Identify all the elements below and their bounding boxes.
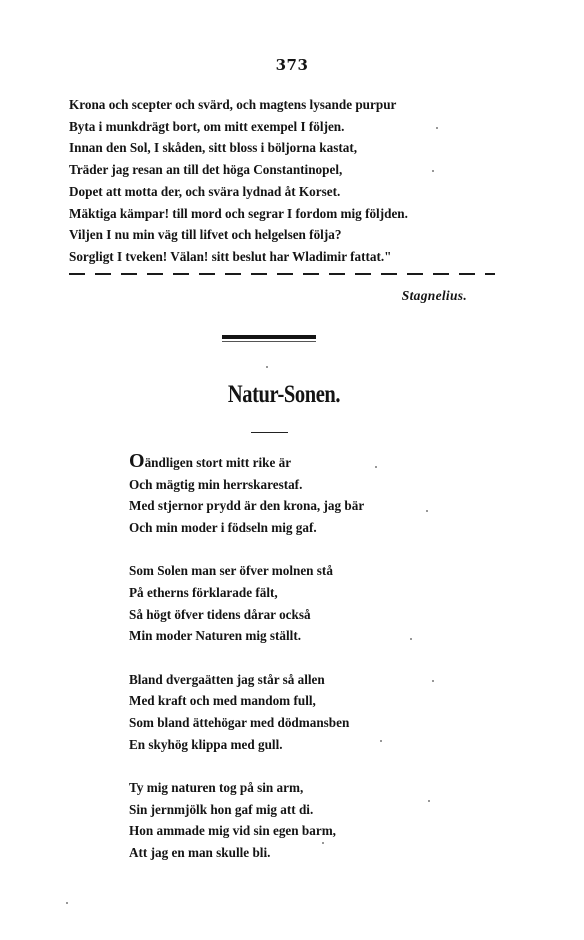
verse-line: Min moder Naturen mig ställt. <box>129 628 302 644</box>
stanza <box>129 560 449 646</box>
verse-line: Träder jag resan an till det höga Constantinopel, <box>69 162 343 178</box>
previous-poem-ending <box>69 94 499 268</box>
print-speck <box>426 510 428 512</box>
verse-line: Innan den Sol, I skåden, sitt bloss i böljorna kastat, <box>69 140 358 156</box>
verse-line: Så högt öfver tidens dårar också <box>129 606 311 622</box>
verse-line: Med stjernor prydd är den krona, jag bär <box>129 498 365 514</box>
stanza <box>129 669 449 755</box>
verse-line: Som bland ättehögar med dödmansben <box>129 714 350 730</box>
print-speck <box>66 902 68 904</box>
verse-line: Bland dvergaätten jag står så allen <box>129 671 325 687</box>
stanza <box>129 777 449 863</box>
verse-text: ändligen stort mitt rike är <box>144 455 292 470</box>
verse-line: Och mägtig min herrskarestaf. <box>129 476 303 492</box>
verse-line: Viljen I nu min väg till lifvet och helgelsen följa? <box>69 227 342 243</box>
drop-cap: O <box>129 450 145 472</box>
print-speck <box>432 680 434 682</box>
verse-line: Med kraft och med mandom full, <box>129 693 316 709</box>
verse-line: Byta i munkdrägt bort, om mitt exempel I följen. <box>69 118 345 134</box>
print-speck <box>380 740 382 742</box>
verse-line: Mäktiga kämpar! till mord och segrar I fordom mig följden. <box>69 205 408 221</box>
verse-line: Sin jernmjölk hon gaf mig att di. <box>129 801 314 817</box>
section-divider <box>222 335 316 339</box>
verse-line <box>129 452 449 474</box>
print-speck <box>266 366 268 368</box>
print-speck <box>432 170 434 172</box>
verse-line: Dopet att motta der, och svära lydnad åt Korset. <box>69 183 341 199</box>
verse-line: Hon ammade mig vid sin egen barm, <box>129 823 336 839</box>
author-signature: Stagnelius. <box>401 288 467 303</box>
verse-line: Sorgligt I tveken! Välan! sitt beslut har Wladimir fattat." <box>69 248 392 264</box>
print-speck <box>322 842 324 844</box>
verse-line: Att jag en man skulle bli. <box>129 844 271 860</box>
stanza <box>129 452 449 538</box>
verse-line: Krona och scepter och svärd, och magtens lysande purpur <box>69 97 397 112</box>
dashed-divider <box>69 273 495 275</box>
print-speck <box>375 466 377 468</box>
verse-line: En skyhög klippa med gull. <box>129 736 283 752</box>
poem-title: Natur-Sonen. <box>227 381 341 408</box>
page-number: 373 <box>275 56 309 74</box>
verse-line: Ty mig naturen tog på sin arm, <box>129 780 304 796</box>
print-speck <box>428 800 430 802</box>
poem-body <box>129 452 449 886</box>
verse-line: Som Solen man ser öfver molnen stå <box>129 563 333 579</box>
print-speck <box>436 127 438 129</box>
verse-line: Och min moder i födseln mig gaf. <box>129 519 317 535</box>
section-divider-underline <box>222 341 316 342</box>
verse-line: På etherns förklarade fält, <box>129 584 278 600</box>
print-speck <box>410 638 412 640</box>
title-underline <box>251 432 288 433</box>
